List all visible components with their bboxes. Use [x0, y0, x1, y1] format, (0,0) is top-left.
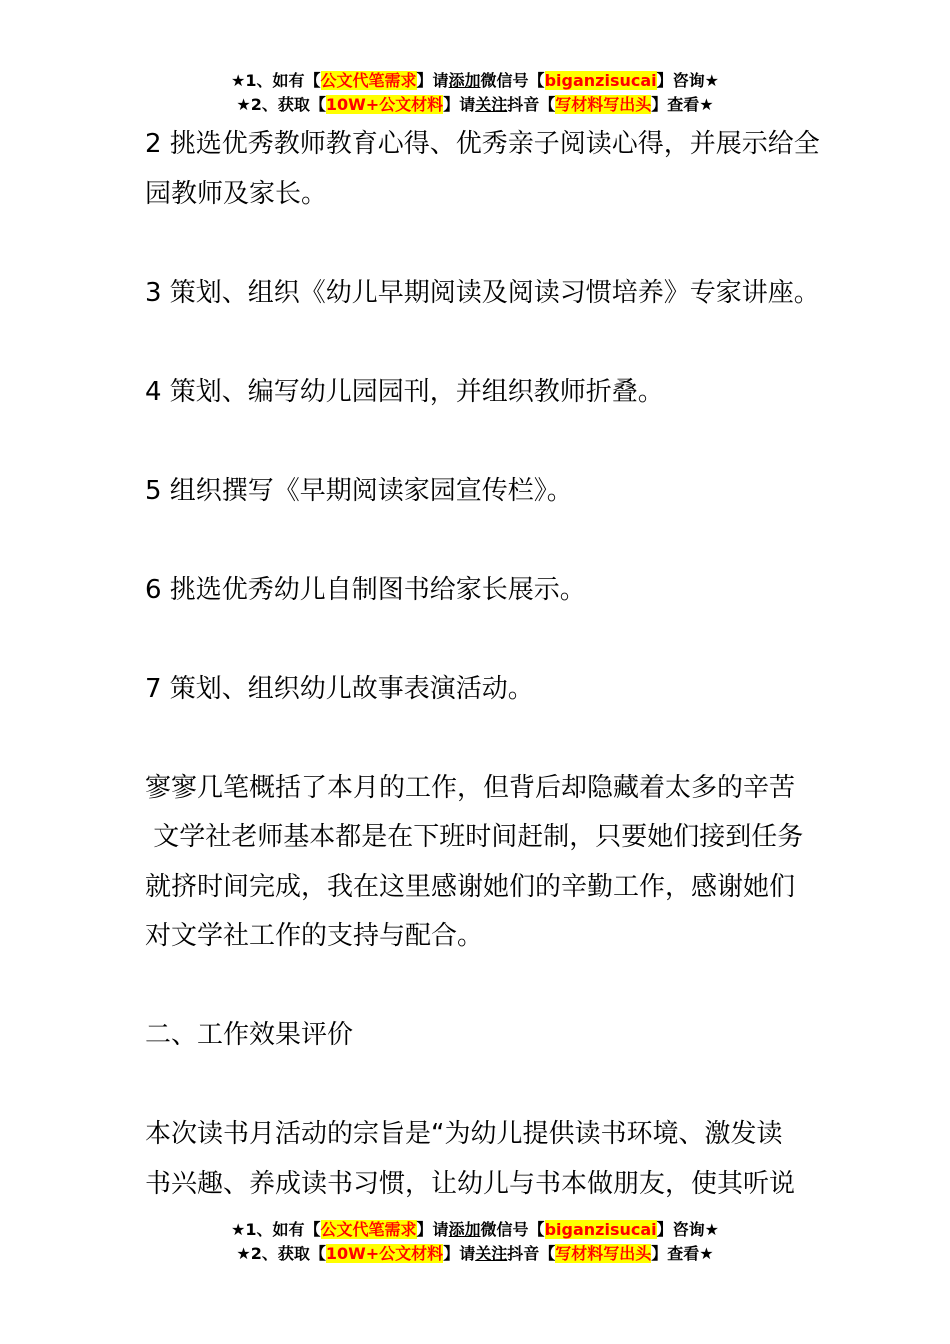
banner-highlight: 写材料写出头: [555, 95, 652, 114]
banner-highlight: biganzisucai: [544, 1220, 657, 1239]
banner-line-1: [0, 69, 950, 93]
summary-line-2: 文学社老师基本都是在下班时间赶制，只要她们接到任务: [145, 822, 804, 852]
summary-line-3: 就挤时间完成，我在这里感谢她们的辛勤工作，感谢她们: [145, 871, 796, 902]
banner-text: ★1、如有【: [231, 1220, 321, 1239]
summary-line-4: 对文学社工作的支持与配合。: [145, 921, 484, 951]
banner-highlight: 写材料写出头: [555, 1244, 652, 1263]
banner-text: 】咨询★: [656, 71, 719, 90]
item-2-line-2: 园教师及家长。: [145, 178, 328, 209]
banner-underline: 添加: [448, 71, 481, 90]
summary-line-1: 寥寥几笔概括了本月的工作，但背后却隐藏着太多的辛苦: [145, 772, 796, 803]
banner-text: 】查看★: [651, 1244, 714, 1263]
document-body: [145, 120, 820, 1209]
purpose-line-2: 书兴趣、养成读书习惯，让幼儿与书本做朋友，使其听说: [145, 1168, 796, 1199]
banner-highlight: 公文代笔需求: [320, 1220, 417, 1239]
section-heading: 二、工作效果评价: [145, 1020, 354, 1050]
banner-line-1: [0, 1218, 950, 1242]
banner-text: ★2、获取【: [236, 1244, 326, 1263]
purpose-line-1: 本次读书月活动的宗旨是“为幼儿提供读书环境、激发读: [145, 1119, 783, 1149]
bottom-banner: [0, 1218, 950, 1266]
banner-underline: 关注: [475, 95, 508, 114]
banner-text: 微信号【: [480, 71, 545, 90]
banner-line-2: [0, 93, 950, 117]
banner-text: ★2、获取【: [236, 95, 326, 114]
banner-highlight: 10W+公文材料: [325, 95, 444, 114]
banner-text: 】咨询★: [656, 1220, 719, 1239]
top-banner: [0, 69, 950, 117]
banner-text: 】请: [416, 71, 449, 90]
banner-text: 】请: [443, 95, 476, 114]
item-5: 5 组织撰写《早期阅读家园宣传栏》。: [145, 475, 573, 506]
item-7: 7 策划、组织幼儿故事表演活动。: [145, 673, 534, 704]
banner-text: 微信号【: [480, 1220, 545, 1239]
banner-underline: 添加: [448, 1220, 481, 1239]
item-2-line-1: 2 挑选优秀教师教育心得、优秀亲子阅读心得，并展示给全: [145, 129, 820, 159]
banner-text: 抖音【: [507, 1244, 556, 1263]
item-6: 6 挑选优秀幼儿自制图书给家长展示。: [145, 574, 586, 605]
banner-text: 】请: [443, 1244, 476, 1263]
banner-text: 】查看★: [651, 95, 714, 114]
banner-highlight: 10W+公文材料: [325, 1244, 444, 1263]
item-3: 3 策划、组织《幼儿早期阅读及阅读习惯培养》专家讲座。: [145, 277, 820, 308]
banner-text: 抖音【: [507, 95, 556, 114]
banner-text: ★1、如有【: [231, 71, 321, 90]
banner-highlight: 公文代笔需求: [320, 71, 417, 90]
banner-highlight: biganzisucai: [544, 71, 657, 90]
banner-underline: 关注: [475, 1244, 508, 1263]
banner-text: 】请: [416, 1220, 449, 1239]
banner-line-2: [0, 1242, 950, 1266]
item-4: 4 策划、编写幼儿园园刊，并组织教师折叠。: [145, 376, 664, 407]
